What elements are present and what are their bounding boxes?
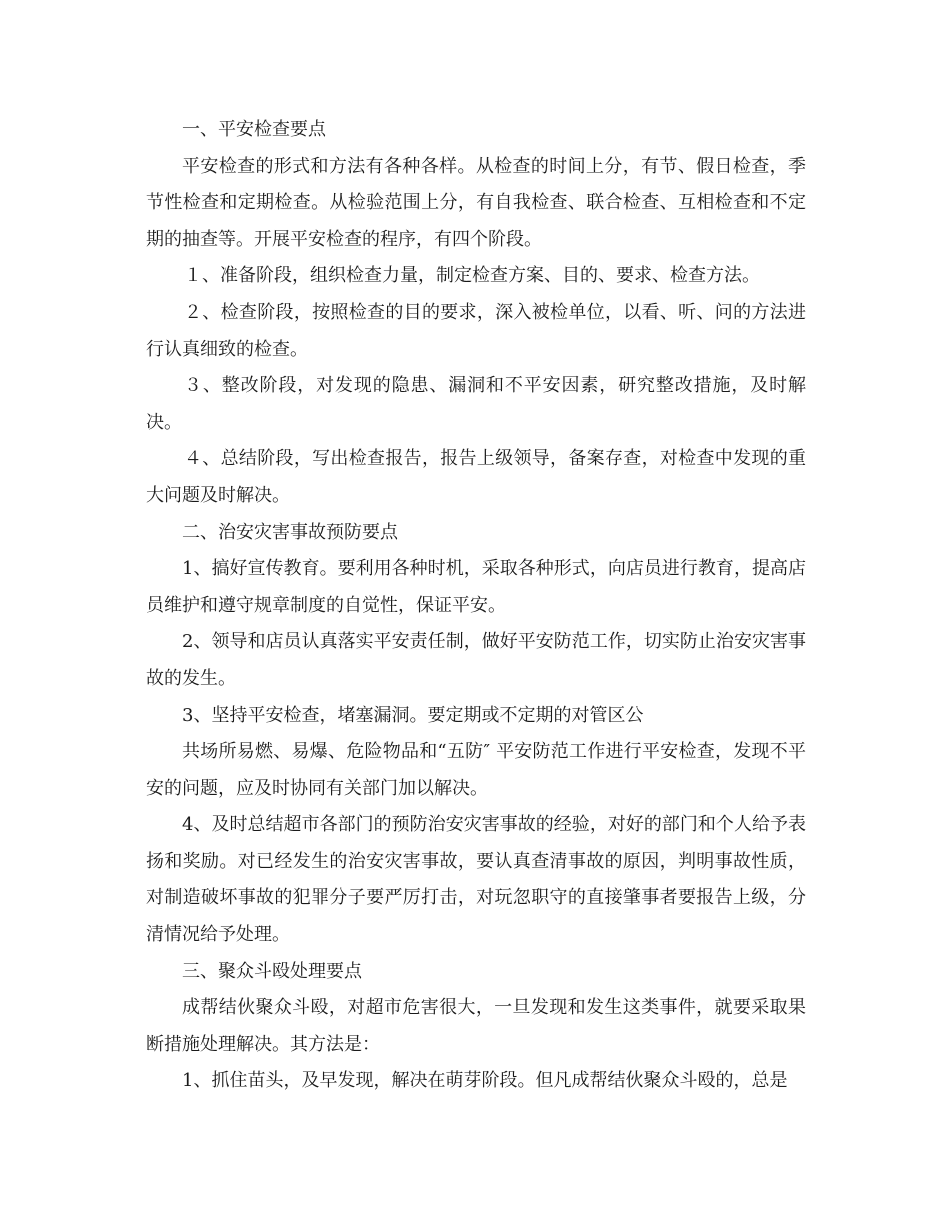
document-body [146, 112, 806, 1100]
list-item: ２、检查阶段，按照检查的目的要求，深入被检单位，以看、听、问的方法进行认真细致的检查。 [146, 301, 806, 360]
list-item: 4、及时总结超市各部门的预防治安灾害事故的经验，对好的部门和个人给予表扬和奖励。对已经发生的治安灾害事故，要认真查清事故的原因，判明事故性质，对制造破坏事故的犯罪分子要严厉打击，对玩忽职守的直接肇事者要报告上级，分清情况给予处理。 [146, 814, 806, 946]
list-item: ４、总结阶段，写出检查报告，报告上级领导，备案存查，对检查中发现的重大问题及时解决。 [146, 448, 806, 506]
list-item: １、准备阶段，组织检查力量，制定检查方案、目的、要求、检查方法。 [184, 265, 760, 287]
paragraph: 成帮结伙聚众斗殴，对超市危害很大，一旦发现和发生这类事件，就要采取果断措施处理解决。其方法是： [146, 997, 806, 1055]
list-item: ３、整改阶段，对发现的隐患、漏洞和不平安因素，研究整改措施，及时解决。 [146, 375, 806, 433]
list-item: 2、领导和店员认真落实平安责任制，做好平安防范工作，切实防止治安灾害事故的发生。 [146, 631, 806, 689]
list-item: 3、坚持平安检查，堵塞漏洞。要定期或不定期的对管区公 [182, 704, 644, 726]
section-heading: 二、治安灾害事故预防要点 [182, 521, 398, 543]
list-item: 1、搞好宣传教育。要利用各种时机，采取各种形式，向店员进行教育，提高店员维护和遵守规章制度的自觉性，保证平安。 [146, 558, 806, 616]
paragraph: 共场所易燃、易爆、危险物品和“五防″ 平安防范工作进行平安检查，发现不平安的问题，应及时协同有关部门加以解决。 [146, 741, 806, 799]
section-heading: 三、聚众斗殴处理要点 [182, 960, 362, 982]
section-heading: 一、平安检查要点 [182, 119, 326, 140]
list-item: 1、抓住苗头，及早发现，解决在萌芽阶段。但凡成帮结伙聚众斗殴的，总是 [182, 1070, 788, 1092]
paragraph: 平安检查的形式和方法有各种各样。从检查的时间上分，有节、假日检查，季节性检查和定期检查。从检验范围上分，有自我检查、联合检查、互相检查和不定期的抽查等。开展平安检查的程序，有四个阶段。 [146, 155, 806, 250]
